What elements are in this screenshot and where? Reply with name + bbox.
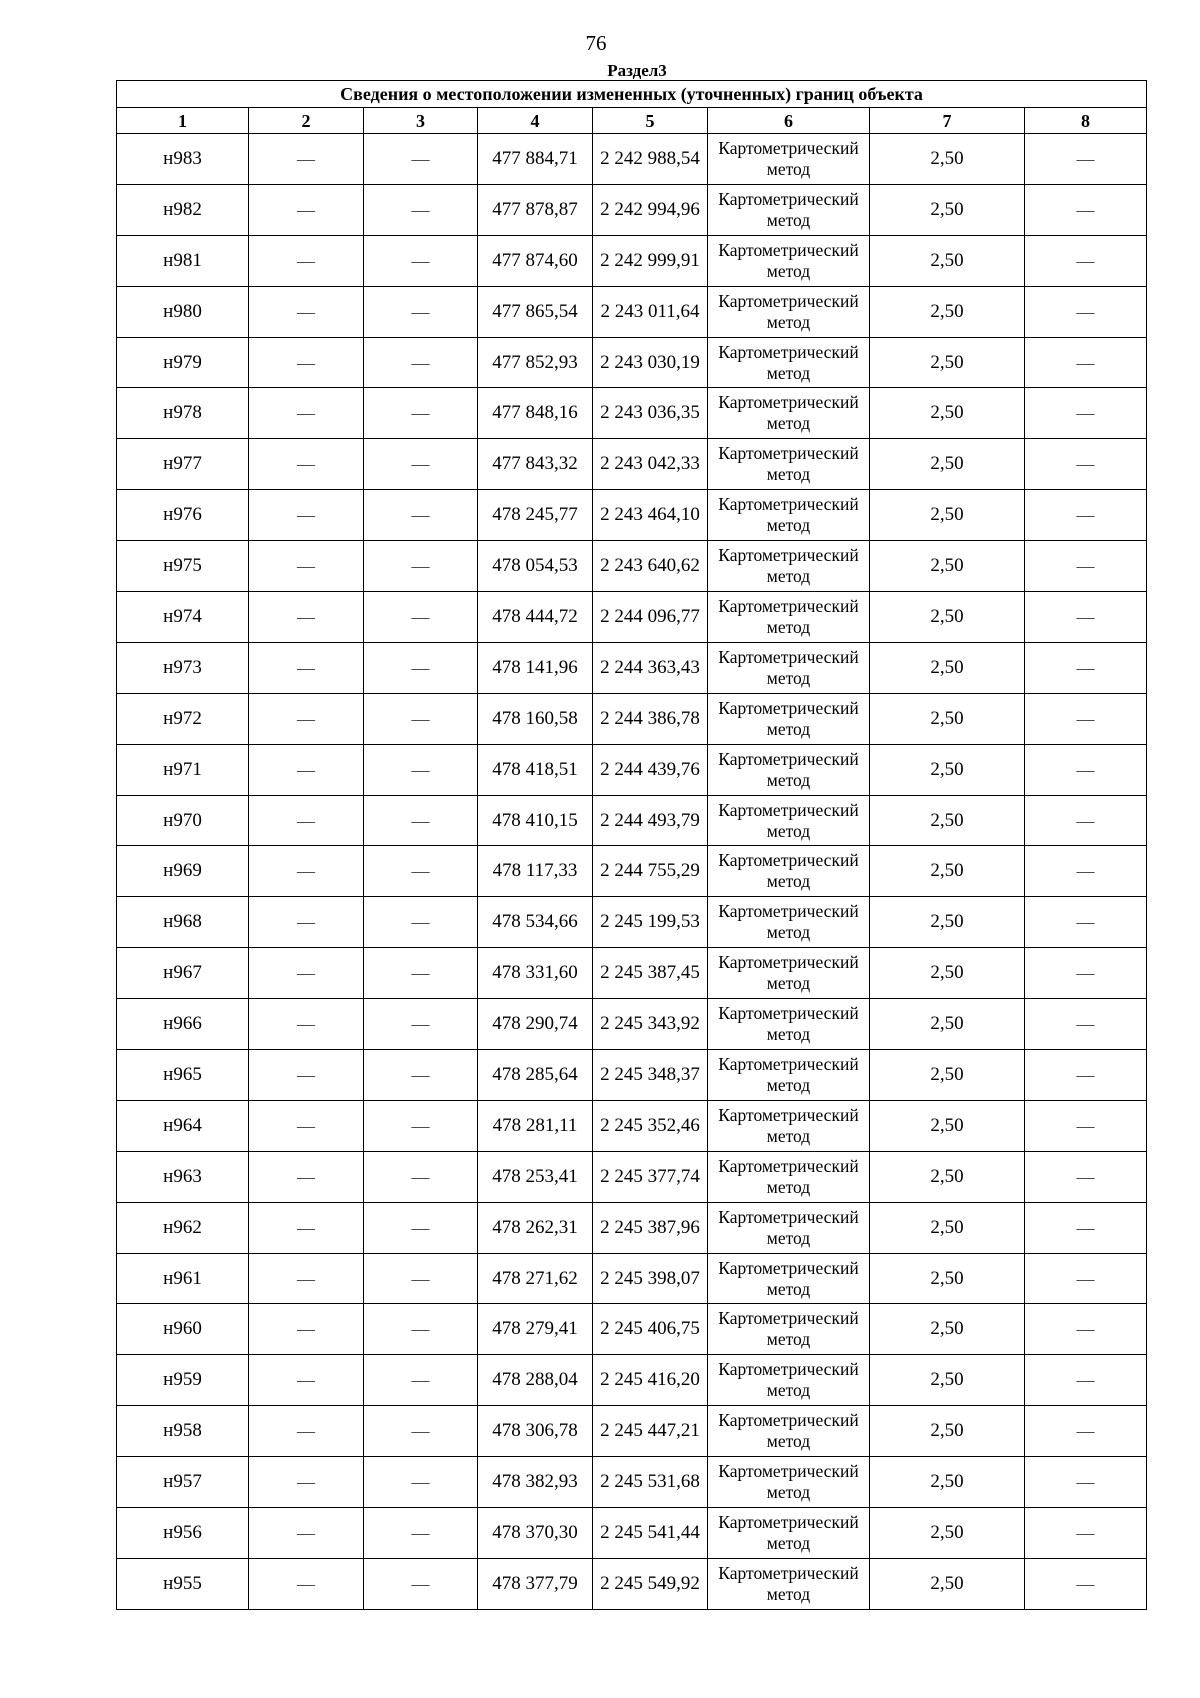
precision-cell: 2,50	[870, 693, 1025, 744]
y-coordinate-cell: 2 245 398,07	[593, 1253, 708, 1304]
point-name-cell: н966	[117, 999, 249, 1050]
method-cell: Картометрический метод	[708, 439, 870, 490]
col3-cell: —	[364, 1558, 478, 1609]
column-number-8: 8	[1025, 108, 1147, 134]
x-coordinate-cell: 477 865,54	[478, 286, 593, 337]
point-name-cell: н972	[117, 693, 249, 744]
precision-cell: 2,50	[870, 1151, 1025, 1202]
x-coordinate-cell: 478 279,41	[478, 1304, 593, 1355]
col3-cell: —	[364, 999, 478, 1050]
y-coordinate-cell: 2 244 363,43	[593, 642, 708, 693]
col2-cell: —	[249, 490, 364, 541]
y-coordinate-cell: 2 245 531,68	[593, 1457, 708, 1508]
precision-cell: 2,50	[870, 235, 1025, 286]
y-coordinate-cell: 2 243 011,64	[593, 286, 708, 337]
y-coordinate-cell: 2 245 406,75	[593, 1304, 708, 1355]
col3-cell: —	[364, 948, 478, 999]
y-coordinate-cell: 2 245 352,46	[593, 1100, 708, 1151]
table-row	[117, 846, 1147, 897]
method-cell: Картометрический метод	[708, 1202, 870, 1253]
point-name-cell: н981	[117, 235, 249, 286]
col2-cell: —	[249, 795, 364, 846]
point-name-cell: н959	[117, 1355, 249, 1406]
table-caption: Сведения о местоположении измененных (уточненных) границ объекта	[117, 81, 1147, 108]
col2-cell: —	[249, 134, 364, 185]
col8-cell: —	[1025, 1406, 1147, 1457]
col8-cell: —	[1025, 948, 1147, 999]
x-coordinate-cell: 477 852,93	[478, 337, 593, 388]
y-coordinate-cell: 2 244 439,76	[593, 744, 708, 795]
col8-cell: —	[1025, 134, 1147, 185]
table-row	[117, 490, 1147, 541]
table-row	[117, 592, 1147, 643]
y-coordinate-cell: 2 244 386,78	[593, 693, 708, 744]
precision-cell: 2,50	[870, 490, 1025, 541]
col2-cell: —	[249, 1253, 364, 1304]
col2-cell: —	[249, 541, 364, 592]
col2-cell: —	[249, 999, 364, 1050]
table-row	[117, 999, 1147, 1050]
y-coordinate-cell: 2 245 447,21	[593, 1406, 708, 1457]
precision-cell: 2,50	[870, 897, 1025, 948]
table-row	[117, 541, 1147, 592]
column-number-7: 7	[870, 108, 1025, 134]
method-cell: Картометрический метод	[708, 541, 870, 592]
precision-cell: 2,50	[870, 286, 1025, 337]
method-cell: Картометрический метод	[708, 1457, 870, 1508]
col8-cell: —	[1025, 1558, 1147, 1609]
precision-cell: 2,50	[870, 439, 1025, 490]
y-coordinate-cell: 2 245 348,37	[593, 1050, 708, 1101]
col2-cell: —	[249, 1202, 364, 1253]
table-row	[117, 184, 1147, 235]
column-number-6: 6	[708, 108, 870, 134]
table-row	[117, 1202, 1147, 1253]
table-row	[117, 134, 1147, 185]
col2-cell: —	[249, 388, 364, 439]
method-cell: Картометрический метод	[708, 490, 870, 541]
point-name-cell: н970	[117, 795, 249, 846]
col8-cell: —	[1025, 490, 1147, 541]
precision-cell: 2,50	[870, 1406, 1025, 1457]
x-coordinate-cell: 478 253,41	[478, 1151, 593, 1202]
col3-cell: —	[364, 897, 478, 948]
method-cell: Картометрический метод	[708, 795, 870, 846]
method-cell: Картометрический метод	[708, 744, 870, 795]
col2-cell: —	[249, 897, 364, 948]
point-name-cell: н978	[117, 388, 249, 439]
col3-cell: —	[364, 1050, 478, 1101]
x-coordinate-cell: 478 141,96	[478, 642, 593, 693]
point-name-cell: н964	[117, 1100, 249, 1151]
point-name-cell: н976	[117, 490, 249, 541]
table-row	[117, 1508, 1147, 1559]
col3-cell: —	[364, 846, 478, 897]
point-name-cell: н980	[117, 286, 249, 337]
col3-cell: —	[364, 795, 478, 846]
method-cell: Картометрический метод	[708, 948, 870, 999]
col8-cell: —	[1025, 337, 1147, 388]
col3-cell: —	[364, 1508, 478, 1559]
precision-cell: 2,50	[870, 134, 1025, 185]
method-cell: Картометрический метод	[708, 1304, 870, 1355]
y-coordinate-cell: 2 244 755,29	[593, 846, 708, 897]
col8-cell: —	[1025, 846, 1147, 897]
method-cell: Картометрический метод	[708, 184, 870, 235]
y-coordinate-cell: 2 245 377,74	[593, 1151, 708, 1202]
method-cell: Картометрический метод	[708, 1151, 870, 1202]
col3-cell: —	[364, 490, 478, 541]
precision-cell: 2,50	[870, 541, 1025, 592]
precision-cell: 2,50	[870, 1508, 1025, 1559]
col8-cell: —	[1025, 795, 1147, 846]
precision-cell: 2,50	[870, 1100, 1025, 1151]
y-coordinate-cell: 2 245 541,44	[593, 1508, 708, 1559]
y-coordinate-cell: 2 245 416,20	[593, 1355, 708, 1406]
method-cell: Картометрический метод	[708, 846, 870, 897]
x-coordinate-cell: 478 262,31	[478, 1202, 593, 1253]
col8-cell: —	[1025, 439, 1147, 490]
table-body	[117, 134, 1147, 1610]
col3-cell: —	[364, 235, 478, 286]
x-coordinate-cell: 478 285,64	[478, 1050, 593, 1101]
y-coordinate-cell: 2 244 493,79	[593, 795, 708, 846]
col3-cell: —	[364, 1304, 478, 1355]
col8-cell: —	[1025, 1508, 1147, 1559]
method-cell: Картометрический метод	[708, 1558, 870, 1609]
precision-cell: 2,50	[870, 642, 1025, 693]
col8-cell: —	[1025, 1202, 1147, 1253]
method-cell: Картометрический метод	[708, 1050, 870, 1101]
x-coordinate-cell: 478 370,30	[478, 1508, 593, 1559]
method-cell: Картометрический метод	[708, 286, 870, 337]
table-row	[117, 1100, 1147, 1151]
point-name-cell: н983	[117, 134, 249, 185]
x-coordinate-cell: 477 884,71	[478, 134, 593, 185]
point-name-cell: н955	[117, 1558, 249, 1609]
col3-cell: —	[364, 388, 478, 439]
method-cell: Картометрический метод	[708, 1253, 870, 1304]
point-name-cell: н958	[117, 1406, 249, 1457]
table-row	[117, 1151, 1147, 1202]
point-name-cell: н974	[117, 592, 249, 643]
point-name-cell: н963	[117, 1151, 249, 1202]
precision-cell: 2,50	[870, 1253, 1025, 1304]
point-name-cell: н968	[117, 897, 249, 948]
method-cell: Картометрический метод	[708, 235, 870, 286]
x-coordinate-cell: 478 331,60	[478, 948, 593, 999]
table-row	[117, 948, 1147, 999]
y-coordinate-cell: 2 242 988,54	[593, 134, 708, 185]
method-cell: Картометрический метод	[708, 1355, 870, 1406]
precision-cell: 2,50	[870, 744, 1025, 795]
table-row	[117, 693, 1147, 744]
x-coordinate-cell: 478 281,11	[478, 1100, 593, 1151]
col8-cell: —	[1025, 1253, 1147, 1304]
page-number: 76	[585, 31, 607, 55]
point-name-cell: н971	[117, 744, 249, 795]
col3-cell: —	[364, 592, 478, 643]
precision-cell: 2,50	[870, 1457, 1025, 1508]
col8-cell: —	[1025, 642, 1147, 693]
method-cell: Картометрический метод	[708, 1508, 870, 1559]
precision-cell: 2,50	[870, 592, 1025, 643]
y-coordinate-cell: 2 243 640,62	[593, 541, 708, 592]
x-coordinate-cell: 477 843,32	[478, 439, 593, 490]
table-row	[117, 1253, 1147, 1304]
point-name-cell: н957	[117, 1457, 249, 1508]
col2-cell: —	[249, 1050, 364, 1101]
point-name-cell: н975	[117, 541, 249, 592]
column-number-5: 5	[593, 108, 708, 134]
x-coordinate-cell: 478 382,93	[478, 1457, 593, 1508]
x-coordinate-cell: 477 878,87	[478, 184, 593, 235]
col8-cell: —	[1025, 1151, 1147, 1202]
column-number-4: 4	[478, 108, 593, 134]
y-coordinate-cell: 2 243 042,33	[593, 439, 708, 490]
col2-cell: —	[249, 693, 364, 744]
col3-cell: —	[364, 184, 478, 235]
table-row	[117, 337, 1147, 388]
y-coordinate-cell: 2 245 549,92	[593, 1558, 708, 1609]
point-name-cell: н962	[117, 1202, 249, 1253]
col8-cell: —	[1025, 693, 1147, 744]
col2-cell: —	[249, 184, 364, 235]
precision-cell: 2,50	[870, 948, 1025, 999]
point-name-cell: н956	[117, 1508, 249, 1559]
col8-cell: —	[1025, 999, 1147, 1050]
col2-cell: —	[249, 235, 364, 286]
x-coordinate-cell: 478 160,58	[478, 693, 593, 744]
table-row	[117, 1304, 1147, 1355]
col8-cell: —	[1025, 1355, 1147, 1406]
y-coordinate-cell: 2 245 199,53	[593, 897, 708, 948]
y-coordinate-cell: 2 245 387,45	[593, 948, 708, 999]
col8-cell: —	[1025, 1457, 1147, 1508]
y-coordinate-cell: 2 244 096,77	[593, 592, 708, 643]
col3-cell: —	[364, 1406, 478, 1457]
table-row	[117, 1406, 1147, 1457]
col8-cell: —	[1025, 541, 1147, 592]
point-name-cell: н969	[117, 846, 249, 897]
table-row	[117, 388, 1147, 439]
col8-cell: —	[1025, 1100, 1147, 1151]
precision-cell: 2,50	[870, 1558, 1025, 1609]
point-name-cell: н977	[117, 439, 249, 490]
col2-cell: —	[249, 1406, 364, 1457]
precision-cell: 2,50	[870, 1304, 1025, 1355]
method-cell: Картометрический метод	[708, 693, 870, 744]
precision-cell: 2,50	[870, 184, 1025, 235]
x-coordinate-cell: 478 117,33	[478, 846, 593, 897]
col8-cell: —	[1025, 235, 1147, 286]
table-row	[117, 795, 1147, 846]
x-coordinate-cell: 477 848,16	[478, 388, 593, 439]
table-row	[117, 286, 1147, 337]
col3-cell: —	[364, 286, 478, 337]
point-name-cell: н979	[117, 337, 249, 388]
column-number-3: 3	[364, 108, 478, 134]
precision-cell: 2,50	[870, 999, 1025, 1050]
precision-cell: 2,50	[870, 846, 1025, 897]
method-cell: Картометрический метод	[708, 642, 870, 693]
method-cell: Картометрический метод	[708, 897, 870, 948]
col3-cell: —	[364, 693, 478, 744]
col3-cell: —	[364, 744, 478, 795]
col2-cell: —	[249, 286, 364, 337]
col3-cell: —	[364, 337, 478, 388]
precision-cell: 2,50	[870, 388, 1025, 439]
y-coordinate-cell: 2 243 030,19	[593, 337, 708, 388]
table-row	[117, 1355, 1147, 1406]
col8-cell: —	[1025, 388, 1147, 439]
table-row	[117, 744, 1147, 795]
point-name-cell: н982	[117, 184, 249, 235]
col8-cell: —	[1025, 744, 1147, 795]
table-row	[117, 1558, 1147, 1609]
point-name-cell: н961	[117, 1253, 249, 1304]
section-title: Раздел3	[607, 61, 667, 80]
method-cell: Картометрический метод	[708, 999, 870, 1050]
col2-cell: —	[249, 439, 364, 490]
x-coordinate-cell: 478 245,77	[478, 490, 593, 541]
x-coordinate-cell: 478 290,74	[478, 999, 593, 1050]
column-number-row	[117, 108, 1147, 134]
col8-cell: —	[1025, 1304, 1147, 1355]
col8-cell: —	[1025, 286, 1147, 337]
y-coordinate-cell: 2 243 464,10	[593, 490, 708, 541]
col2-cell: —	[249, 1508, 364, 1559]
col3-cell: —	[364, 1355, 478, 1406]
x-coordinate-cell: 477 874,60	[478, 235, 593, 286]
x-coordinate-cell: 478 271,62	[478, 1253, 593, 1304]
precision-cell: 2,50	[870, 1202, 1025, 1253]
method-cell: Картометрический метод	[708, 134, 870, 185]
col8-cell: —	[1025, 184, 1147, 235]
column-number-2: 2	[249, 108, 364, 134]
col2-cell: —	[249, 1304, 364, 1355]
point-name-cell: н973	[117, 642, 249, 693]
col2-cell: —	[249, 1457, 364, 1508]
table-row	[117, 642, 1147, 693]
table-row	[117, 1050, 1147, 1101]
table-row	[117, 235, 1147, 286]
point-name-cell: н960	[117, 1304, 249, 1355]
col3-cell: —	[364, 439, 478, 490]
precision-cell: 2,50	[870, 1050, 1025, 1101]
x-coordinate-cell: 478 288,04	[478, 1355, 593, 1406]
col8-cell: —	[1025, 897, 1147, 948]
table-caption-row	[117, 81, 1147, 108]
x-coordinate-cell: 478 444,72	[478, 592, 593, 643]
point-name-cell: н967	[117, 948, 249, 999]
col3-cell: —	[364, 541, 478, 592]
y-coordinate-cell: 2 242 994,96	[593, 184, 708, 235]
col3-cell: —	[364, 1253, 478, 1304]
col2-cell: —	[249, 1558, 364, 1609]
col2-cell: —	[249, 592, 364, 643]
col8-cell: —	[1025, 592, 1147, 643]
table-row	[117, 439, 1147, 490]
x-coordinate-cell: 478 534,66	[478, 897, 593, 948]
col2-cell: —	[249, 1355, 364, 1406]
col3-cell: —	[364, 1151, 478, 1202]
col8-cell: —	[1025, 1050, 1147, 1101]
column-number-1: 1	[117, 108, 249, 134]
col3-cell: —	[364, 642, 478, 693]
precision-cell: 2,50	[870, 337, 1025, 388]
method-cell: Картометрический метод	[708, 1100, 870, 1151]
table-row	[117, 897, 1147, 948]
x-coordinate-cell: 478 377,79	[478, 1558, 593, 1609]
col2-cell: —	[249, 948, 364, 999]
x-coordinate-cell: 478 054,53	[478, 541, 593, 592]
col3-cell: —	[364, 1202, 478, 1253]
col2-cell: —	[249, 846, 364, 897]
y-coordinate-cell: 2 242 999,91	[593, 235, 708, 286]
x-coordinate-cell: 478 410,15	[478, 795, 593, 846]
point-name-cell: н965	[117, 1050, 249, 1101]
col2-cell: —	[249, 1151, 364, 1202]
method-cell: Картометрический метод	[708, 337, 870, 388]
col2-cell: —	[249, 744, 364, 795]
col3-cell: —	[364, 1457, 478, 1508]
col3-cell: —	[364, 1100, 478, 1151]
y-coordinate-cell: 2 245 343,92	[593, 999, 708, 1050]
col2-cell: —	[249, 337, 364, 388]
y-coordinate-cell: 2 245 387,96	[593, 1202, 708, 1253]
method-cell: Картометрический метод	[708, 388, 870, 439]
precision-cell: 2,50	[870, 795, 1025, 846]
col3-cell: —	[364, 134, 478, 185]
col2-cell: —	[249, 1100, 364, 1151]
col2-cell: —	[249, 642, 364, 693]
boundary-coordinates-table	[116, 80, 1147, 1610]
method-cell: Картометрический метод	[708, 592, 870, 643]
precision-cell: 2,50	[870, 1355, 1025, 1406]
y-coordinate-cell: 2 243 036,35	[593, 388, 708, 439]
table-row	[117, 1457, 1147, 1508]
method-cell: Картометрический метод	[708, 1406, 870, 1457]
x-coordinate-cell: 478 306,78	[478, 1406, 593, 1457]
x-coordinate-cell: 478 418,51	[478, 744, 593, 795]
